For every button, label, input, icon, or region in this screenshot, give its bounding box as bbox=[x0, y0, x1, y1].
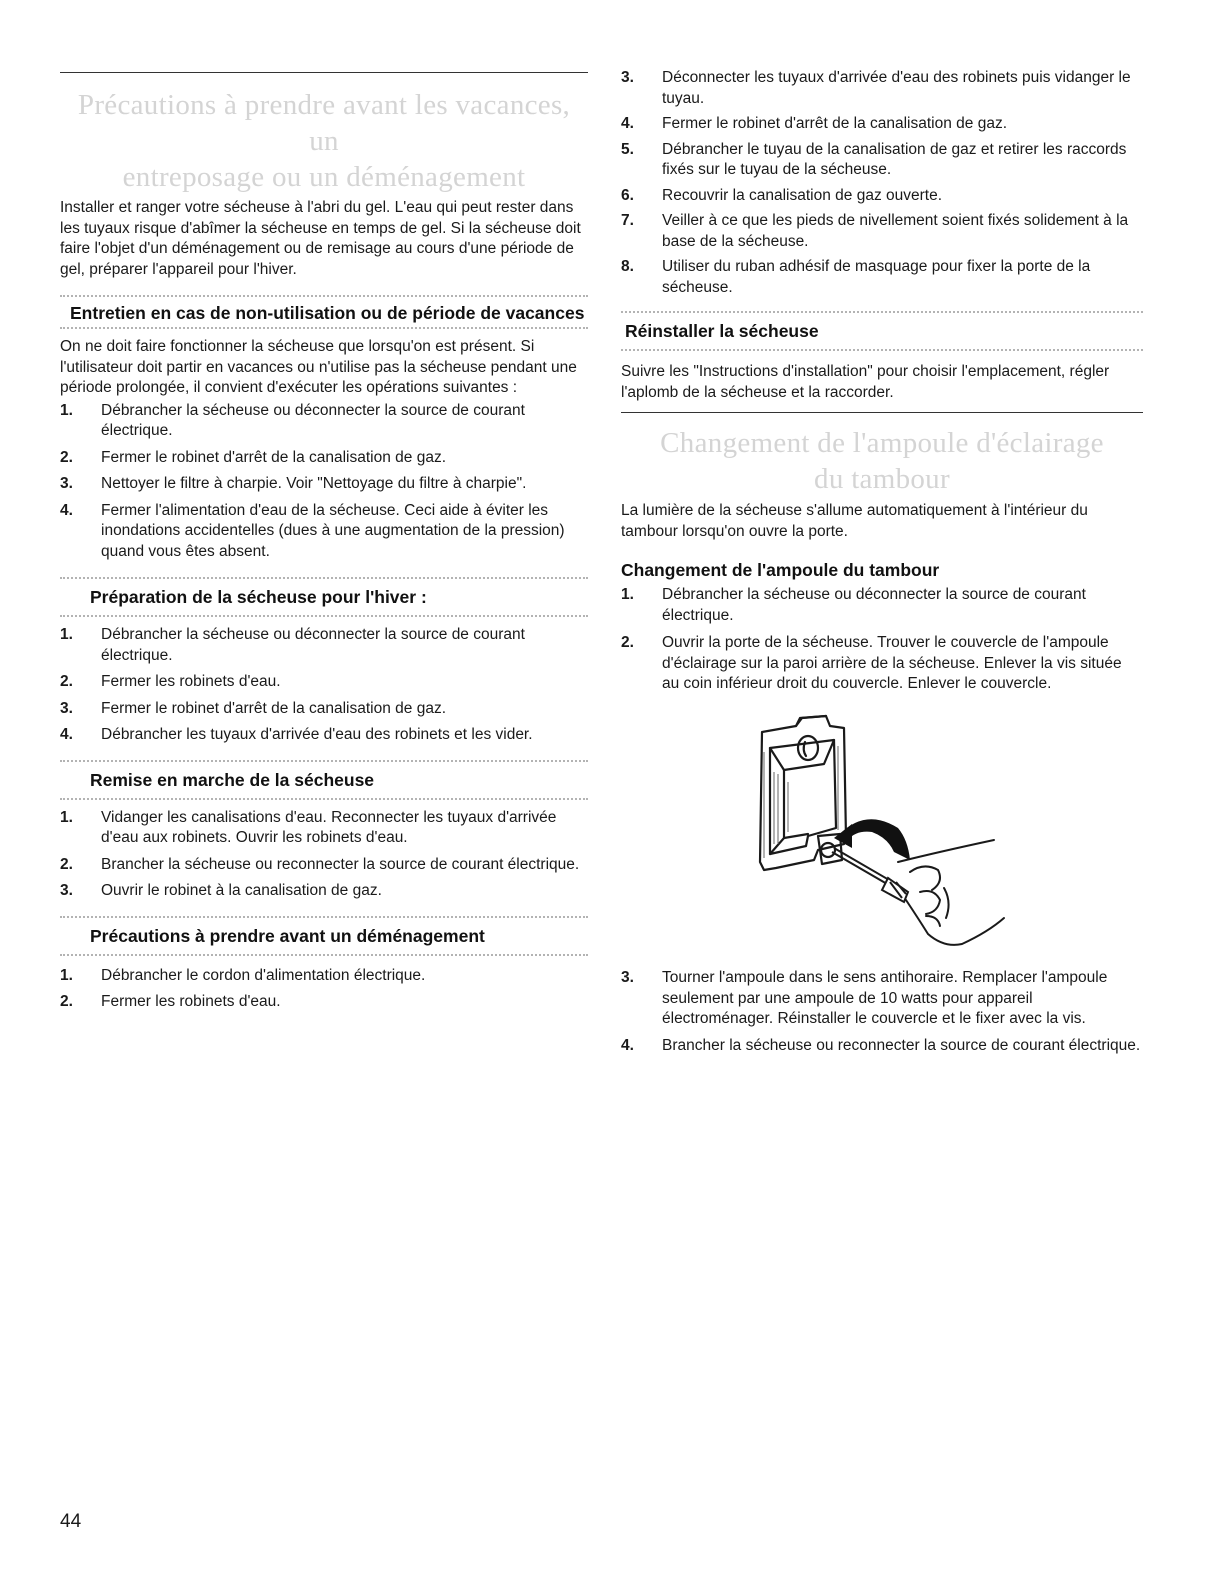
main-title-line1: Précautions à prendre avant les vacances, un bbox=[77, 89, 571, 157]
section-restart bbox=[60, 760, 588, 902]
step-number: 1. bbox=[621, 586, 634, 603]
step-number: 3. bbox=[621, 969, 634, 986]
step-text: Ouvrir la porte de la sécheuse. Trouver le couvercle de l'ampoule d'éclairage sur la paroi arrière de la sécheuse. Enlever la vis située au coin inférieur droit du couvercle. Enlever le couvercle. bbox=[662, 634, 1122, 692]
bulb-title bbox=[621, 425, 1143, 497]
list-item bbox=[60, 401, 588, 442]
steps-list bbox=[60, 966, 588, 1013]
step-text: Fermer l'alimentation d'eau de la sécheuse. Ceci aide à éviter les inondations accidentelles (dues à une augmentation de la pression) quand vous êtes absent. bbox=[101, 501, 565, 560]
list-item bbox=[621, 140, 1143, 181]
step-text: Fermer les robinets d'eau. bbox=[101, 673, 281, 690]
steps-list bbox=[60, 808, 588, 902]
page-number: 44 bbox=[60, 1511, 82, 1532]
step-number: 3. bbox=[60, 475, 73, 492]
list-item bbox=[60, 881, 588, 902]
step-text: Recouvrir la canalisation de gaz ouverte. bbox=[662, 186, 943, 204]
step-number: 2. bbox=[60, 448, 73, 466]
list-item bbox=[60, 699, 588, 720]
step-text: Débrancher la sécheuse ou déconnecter la source de courant électrique. bbox=[662, 586, 1086, 624]
section-divider-bottom bbox=[60, 615, 588, 617]
step-text: Fermer le robinet d'arrêt de la canalisation de gaz. bbox=[662, 115, 1008, 132]
bulb-steps-list bbox=[621, 585, 1143, 695]
step-text: Déconnecter les tuyaux d'arrivée d'eau des robinets puis vidanger le tuyau. bbox=[662, 69, 1131, 107]
list-item bbox=[60, 808, 588, 849]
list-item bbox=[621, 68, 1143, 109]
step-text: Débrancher la sécheuse ou déconnecter la source de courant électrique. bbox=[101, 626, 525, 664]
list-item bbox=[60, 474, 588, 495]
section-title: Entretien en cas de non-utilisation ou de période de vacances bbox=[70, 303, 585, 323]
section-divider-top bbox=[60, 760, 588, 762]
step-text: Débrancher le cordon d'alimentation électrique. bbox=[101, 966, 426, 984]
bulb-title-line1: Changement de l'ampoule d'éclairage bbox=[660, 427, 1104, 459]
step-number: 5. bbox=[621, 140, 634, 158]
step-text: Débrancher la sécheuse ou déconnecter la source de courant électrique. bbox=[101, 401, 525, 439]
section-moving bbox=[60, 916, 588, 1013]
bulb-subtitle: Changement de l'ampoule du tambour bbox=[621, 560, 940, 580]
section-divider-bottom bbox=[621, 349, 1143, 351]
bulb-title-line2: du tambour bbox=[814, 463, 950, 495]
step-number: 8. bbox=[621, 258, 634, 275]
list-item bbox=[621, 257, 1143, 298]
left-column bbox=[60, 0, 588, 1013]
section-reinstall bbox=[621, 311, 1143, 403]
main-title-line2: entreposage ou un déménagement bbox=[122, 161, 526, 193]
step-number: 4. bbox=[60, 501, 73, 519]
list-item bbox=[60, 672, 588, 693]
section-divider-top bbox=[621, 311, 1143, 313]
step-number: 2. bbox=[621, 634, 634, 651]
step-text: Nettoyer le filtre à charpie. Voir "Nettoyage du filtre à charpie". bbox=[101, 475, 527, 492]
step-text: Ouvrir le robinet à la canalisation de gaz. bbox=[101, 882, 382, 899]
step-text: Débrancher les tuyaux d'arrivée d'eau des robinets et les vider. bbox=[101, 726, 533, 743]
list-item bbox=[621, 968, 1143, 1030]
list-item bbox=[60, 625, 588, 666]
moving-steps-list bbox=[621, 68, 1143, 298]
step-number: 1. bbox=[60, 401, 73, 419]
list-item bbox=[60, 992, 588, 1013]
list-item bbox=[60, 725, 588, 746]
list-item bbox=[60, 966, 588, 987]
intro-paragraph: Installer et ranger votre sécheuse à l'abri du gel. L'eau qui peut rester dans les tuyaux risque d'abîmer la sécheuse en temps de gel. Si la sécheuse doit faire l'objet d'un déménagement ou de remisage au cours d'une période de gel, préparer l'appareil pour l'hiver. bbox=[60, 199, 581, 278]
step-number: 2. bbox=[60, 673, 73, 690]
bulb-steps-list-continued bbox=[621, 968, 1143, 1056]
section-divider-top bbox=[60, 916, 588, 918]
step-text: Utiliser du ruban adhésif de masquage pour fixer la porte de la sécheuse. bbox=[662, 258, 1091, 296]
list-item bbox=[621, 1036, 1143, 1057]
step-number: 2. bbox=[60, 993, 73, 1010]
section-title: Préparation de la sécheuse pour l'hiver : bbox=[90, 587, 427, 607]
list-item bbox=[60, 855, 588, 876]
step-text: Brancher la sécheuse ou reconnecter la source de courant électrique. bbox=[662, 1036, 1141, 1054]
step-number: 4. bbox=[60, 726, 73, 743]
section-intro: On ne doit faire fonctionner la sécheuse que lorsqu'on est présent. Si l'utilisateur doit partir en vacances ou n'utilise pas la sécheuse pendant une période prolongée, il convient d'exécuter les opérations suivantes : bbox=[60, 338, 577, 396]
right-column-lower bbox=[621, 968, 1143, 1056]
section-divider-top bbox=[60, 577, 588, 579]
right-column bbox=[621, 0, 1143, 695]
step-number: 1. bbox=[60, 808, 73, 826]
step-text: Tourner l'ampoule dans le sens antihoraire. Remplacer l'ampoule seulement par une ampoule de 10 watts pour appareil électroménager. Réinstaller le couvercle et le fixer avec la vis. bbox=[662, 969, 1108, 1027]
section-divider-top bbox=[60, 295, 588, 297]
section-winter bbox=[60, 577, 588, 746]
list-item bbox=[60, 448, 588, 469]
list-item bbox=[621, 114, 1143, 135]
step-text: Fermer le robinet d'arrêt de la canalisation de gaz. bbox=[101, 448, 447, 466]
list-item bbox=[621, 211, 1143, 252]
step-number: 4. bbox=[621, 1036, 634, 1054]
list-item bbox=[621, 585, 1143, 626]
bulb-intro: La lumière de la sécheuse s'allume automatiquement à l'intérieur du tambour lorsqu'on ouvre la porte. bbox=[621, 502, 1088, 540]
bulb-cover-illustration bbox=[748, 712, 1018, 950]
list-item bbox=[621, 633, 1143, 695]
step-text: Vidanger les canalisations d'eau. Reconnecter les tuyaux d'arrivée d'eau aux robinets. Ouvrir les robinets d'eau. bbox=[101, 808, 557, 846]
step-number: 6. bbox=[621, 186, 634, 204]
step-number: 3. bbox=[60, 699, 73, 717]
section-divider-bottom bbox=[60, 327, 588, 329]
step-text: Veiller à ce que les pieds de nivellement soient fixés solidement à la base de la sécheuse. bbox=[662, 212, 1129, 250]
step-text: Fermer le robinet d'arrêt de la canalisation de gaz. bbox=[101, 699, 447, 717]
step-text: Brancher la sécheuse ou reconnecter la source de courant électrique. bbox=[101, 855, 580, 873]
step-number: 7. bbox=[621, 212, 634, 229]
section-title: Réinstaller la sécheuse bbox=[625, 321, 819, 341]
step-number: 1. bbox=[60, 966, 73, 984]
section-divider-bottom bbox=[60, 798, 588, 800]
section-divider-bottom bbox=[60, 954, 588, 956]
step-number: 4. bbox=[621, 115, 634, 132]
step-number: 2. bbox=[60, 855, 73, 873]
steps-list bbox=[60, 401, 588, 563]
list-item bbox=[60, 501, 588, 563]
step-number: 1. bbox=[60, 626, 73, 643]
step-text: Fermer les robinets d'eau. bbox=[101, 993, 281, 1010]
step-number: 3. bbox=[621, 69, 634, 86]
section-vacation bbox=[60, 295, 588, 562]
section-title: Remise en marche de la sécheuse bbox=[90, 769, 375, 790]
step-number: 3. bbox=[60, 882, 73, 899]
main-title bbox=[60, 87, 588, 195]
steps-list bbox=[60, 625, 588, 746]
section-title: Précautions à prendre avant un déménagement bbox=[90, 925, 485, 946]
step-text: Débrancher le tuyau de la canalisation de gaz et retirer les raccords fixés sur le tuyau de la sécheuse. bbox=[662, 140, 1127, 178]
reinstall-text: Suivre les "Instructions d'installation" pour choisir l'emplacement, régler l'aplomb de la sécheuse et la raccorder. bbox=[621, 363, 1110, 401]
list-item bbox=[621, 186, 1143, 207]
